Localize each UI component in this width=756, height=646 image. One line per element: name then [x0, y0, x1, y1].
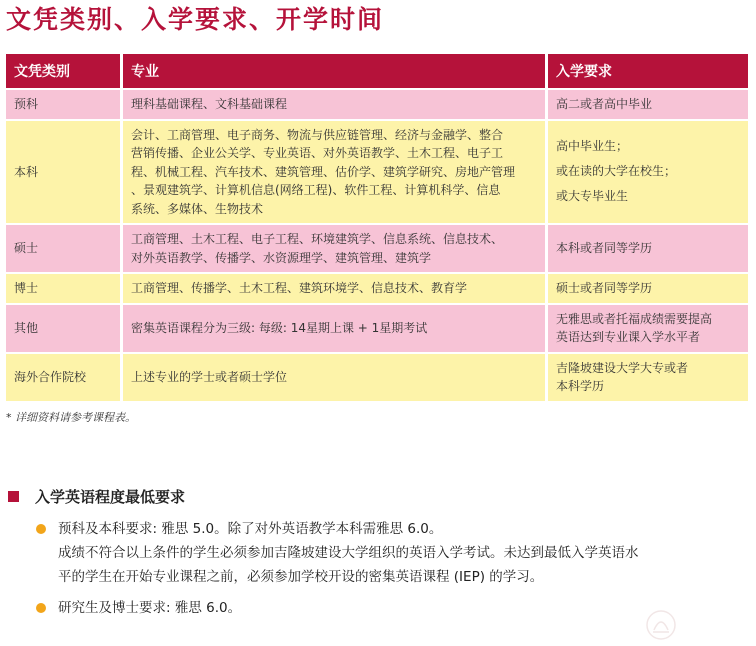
requirement-line: 吉隆坡建设大学大专或者 — [556, 360, 689, 375]
major-line: 工商管理、土木工程、电子工程、环境建筑学、信息系统、信息技术、 — [131, 232, 504, 246]
cell-majors — [120, 223, 545, 272]
cell-requirement — [545, 119, 748, 224]
major-line: 密集英语课程分为三级: 每级: 14星期上课 + 1星期考试 — [131, 320, 428, 335]
major-line: 工商管理、传播学、土木工程、建筑环境学、信息技术、教育学 — [131, 281, 468, 295]
square-bullet-icon — [8, 491, 19, 502]
cell-majors — [120, 88, 545, 119]
major-line: 对外英语教学、传播学、水资源理学、建筑管理、建筑学 — [131, 250, 432, 265]
list-item-line: 预科及本科要求: 雅思 5.0。除了对外英语教学本科需雅思 6.0。 — [58, 521, 443, 537]
header-requirement: 入学要求 — [545, 54, 748, 88]
cell-category: 其他 — [6, 303, 120, 352]
table-row-bachelor — [6, 119, 748, 224]
table-header-row — [6, 54, 748, 88]
list-item — [36, 517, 748, 589]
section-heading — [8, 486, 185, 507]
cell-requirement — [545, 272, 748, 303]
major-line: 理科基础课程、文科基础课程 — [131, 97, 288, 111]
cell-requirement — [545, 223, 748, 272]
major-line: 系统、多媒体、生物技术 — [131, 201, 264, 216]
requirement-line: 高中毕业生； — [556, 139, 629, 154]
english-requirement-list — [36, 517, 748, 620]
major-line: 营销传播、企业公关学、专业英语、对外英语教学、土木工程、电子工 — [131, 146, 504, 160]
requirement-line: 本科或者同等学历 — [556, 241, 653, 256]
requirement-line: 无雅思或者托福成绩需要提高 — [556, 311, 713, 326]
cell-majors — [120, 272, 545, 303]
dot-bullet-icon — [36, 524, 46, 534]
cell-majors — [120, 352, 545, 401]
cell-category: 本科 — [6, 119, 120, 224]
header-major: 专业 — [120, 54, 545, 88]
requirement-line: 硕士或者同等学历 — [556, 281, 653, 295]
cell-category: 博士 — [6, 272, 120, 303]
table-row-other — [6, 303, 748, 352]
table-row-master — [6, 223, 748, 272]
table-row-doctor — [6, 272, 748, 303]
requirement-line: 高二或者高中毕业 — [556, 97, 653, 111]
list-item-line: 成绩不符合以上条件的学生必须参加吉隆坡建设大学组织的英语入学考试。未达到最低入学英语水 — [58, 545, 639, 561]
major-line: 程、机械工程、汽车技术、建筑管理、估价学、建筑学研究、房地产管理 — [131, 164, 516, 179]
list-item-line: 研究生及博士要求: 雅思 6.0。 — [58, 600, 242, 616]
section-heading-text: 入学英语程度最低要求 — [35, 488, 186, 506]
list-item — [36, 596, 748, 620]
requirement-line: 或大专毕业生 — [556, 189, 629, 204]
cell-requirement — [545, 88, 748, 119]
page-title: 文凭类别、入学要求、开学时间 — [6, 5, 385, 34]
table-row-partner — [6, 352, 748, 401]
header-category: 文凭类别 — [6, 54, 120, 88]
cell-category: 预科 — [6, 88, 120, 119]
major-line: 上述专业的学士或者硕士学位 — [131, 369, 288, 384]
requirement-line: 或在读的大学在校生； — [556, 164, 677, 179]
cell-requirement — [545, 303, 748, 352]
cell-majors — [120, 119, 545, 224]
requirement-line: 本科学历 — [556, 379, 605, 393]
table-row-foundation — [6, 88, 748, 119]
cell-category: 硕士 — [6, 223, 120, 272]
footnote: * 详细资料请参考课程表。 — [6, 411, 136, 424]
dot-bullet-icon — [36, 603, 46, 613]
list-item-line: 平的学生在开始专业课程之前，必须参加学校开设的密集英语课程 (IEP) 的学习。 — [58, 569, 544, 585]
major-line: 会计、工商管理、电子商务、物流与供应链管理、经济与金融学、整合 — [131, 127, 504, 142]
watermark-logo-icon — [644, 608, 678, 642]
cell-majors — [120, 303, 545, 352]
requirements-table — [6, 54, 748, 401]
cell-category: 海外合作院校 — [6, 352, 120, 401]
cell-requirement — [545, 352, 748, 401]
major-line: 、景观建筑学、计算机信息(网络工程)、软件工程、计算机科学、信息 — [131, 183, 501, 197]
requirement-line: 英语达到专业课入学水平者 — [556, 330, 701, 344]
